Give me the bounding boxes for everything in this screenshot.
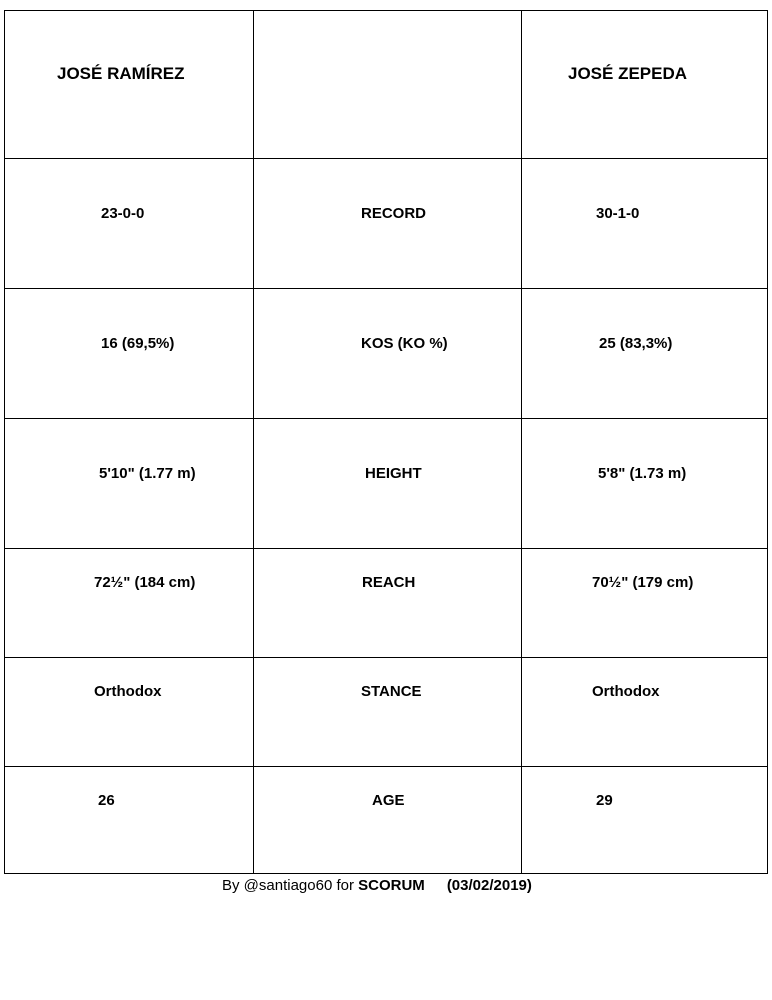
- credit-date: (03/02/2019): [446, 877, 532, 894]
- right-stat-cell: [521, 766, 768, 874]
- left-stat-value: Orthodox: [94, 683, 162, 700]
- left-stat-cell: [4, 548, 253, 657]
- stat-label-cell: [253, 657, 521, 766]
- left-stat-value: 5'10" (1.77 m): [99, 465, 196, 482]
- stat-label: KOS (KO %): [361, 335, 448, 352]
- table-row: [4, 548, 768, 657]
- stat-label: AGE: [372, 792, 405, 809]
- right-stat-value: 5'8" (1.73 m): [598, 465, 687, 482]
- right-stat-cell: [521, 288, 768, 418]
- header-cell-left: [4, 10, 253, 158]
- fighter-right-name: JOSÉ ZEPEDA: [568, 64, 688, 83]
- right-stat-value: 70½" (179 cm): [592, 574, 694, 591]
- left-stat-value: 26: [98, 792, 115, 809]
- credit-brand: SCORUM: [358, 877, 425, 894]
- credit-byline: By @santiago60 for: [222, 877, 354, 894]
- table-row: [4, 766, 768, 874]
- left-stat-cell: [4, 657, 253, 766]
- right-stat-value: 30-1-0: [596, 205, 640, 222]
- right-stat-cell: [521, 548, 768, 657]
- right-stat-cell: [521, 657, 768, 766]
- left-stat-cell: [4, 288, 253, 418]
- stat-label: RECORD: [361, 205, 427, 222]
- left-stat-cell: [4, 418, 253, 548]
- stat-label: HEIGHT: [365, 465, 422, 482]
- credit-footer: [222, 877, 532, 895]
- right-stat-value: Orthodox: [592, 683, 660, 700]
- left-stat-value: 72½" (184 cm): [94, 574, 196, 591]
- table-row: [4, 158, 768, 288]
- left-stat-cell: [4, 158, 253, 288]
- header-row: [4, 10, 768, 158]
- fighter-left-name: JOSÉ RAMÍREZ: [57, 64, 185, 83]
- stat-label-cell: [253, 288, 521, 418]
- table-row: [4, 288, 768, 418]
- header-cell-right: [521, 10, 768, 158]
- right-stat-cell: [521, 418, 768, 548]
- right-stat-cell: [521, 158, 768, 288]
- header-cell-center: [253, 10, 521, 158]
- stat-label: REACH: [362, 574, 416, 591]
- left-stat-cell: [4, 766, 253, 874]
- left-stat-value: 16 (69,5%): [101, 335, 175, 352]
- stat-label-cell: [253, 766, 521, 874]
- right-stat-value: 25 (83,3%): [599, 335, 673, 352]
- stat-label: STANCE: [361, 683, 422, 700]
- stat-label-cell: [253, 548, 521, 657]
- left-stat-value: 23-0-0: [101, 205, 145, 222]
- table-row: [4, 657, 768, 766]
- table-row: [4, 418, 768, 548]
- fight-comparison-table: [4, 10, 768, 874]
- stat-label-cell: [253, 158, 521, 288]
- right-stat-value: 29: [596, 792, 613, 809]
- stat-label-cell: [253, 418, 521, 548]
